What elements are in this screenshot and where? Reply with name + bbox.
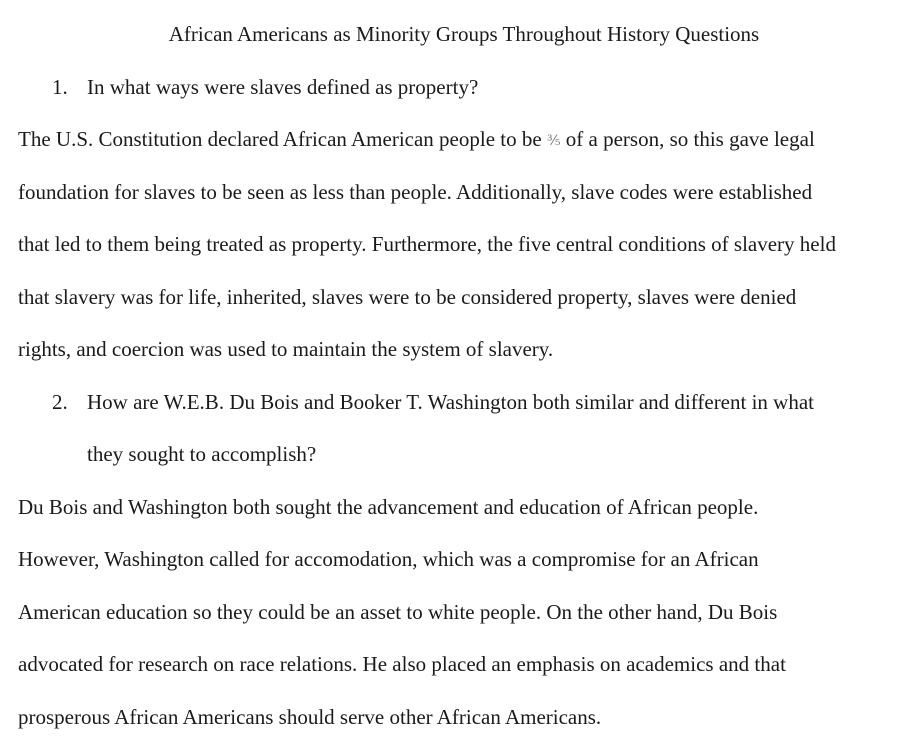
- answer-1-line-1-part-b: of a person, so this gave legal: [560, 127, 815, 151]
- answer-2-line-1: Du Bois and Washington both sought the advancement and education of African people.: [18, 495, 759, 519]
- question-2-text-line-1: How are W.E.B. Du Bois and Booker T. Washington both similar and different in what: [87, 390, 814, 414]
- question-2-text-line-2: they sought to accomplish?: [87, 442, 317, 466]
- question-2-number: 2.: [52, 390, 68, 414]
- answer-1-line-1-part-a: The U.S. Constitution declared African American people to be: [18, 127, 547, 151]
- answer-1-line-1: [18, 127, 815, 155]
- answer-1-line-5: rights, and coercion was used to maintain the system of slavery.: [18, 337, 554, 361]
- question-1-number: 1.: [52, 75, 68, 99]
- answer-1-line-4: that slavery was for life, inherited, slaves were to be considered property, slaves were denied: [18, 285, 797, 309]
- document-title: African Americans as Minority Groups Throughout History Questions: [168, 22, 760, 46]
- question-1-text: In what ways were slaves defined as property?: [87, 75, 479, 99]
- answer-1-line-3: that led to them being treated as property. Furthermore, the five central conditions of slavery held: [18, 232, 836, 256]
- answer-2-line-4: advocated for research on race relations. He also placed an emphasis on academics and that: [18, 652, 786, 676]
- answer-2-line-3: American education so they could be an asset to white people. On the other hand, Du Bois: [18, 600, 778, 624]
- answer-1-line-2: foundation for slaves to be seen as less than people. Additionally, slave codes were established: [18, 180, 813, 204]
- fraction-three-fifths: ⅗: [546, 134, 561, 149]
- answer-2-line-2: However, Washington called for accomodation, which was a compromise for an African: [18, 547, 759, 571]
- answer-2-line-5: prosperous African Americans should serve other African Americans.: [18, 705, 602, 729]
